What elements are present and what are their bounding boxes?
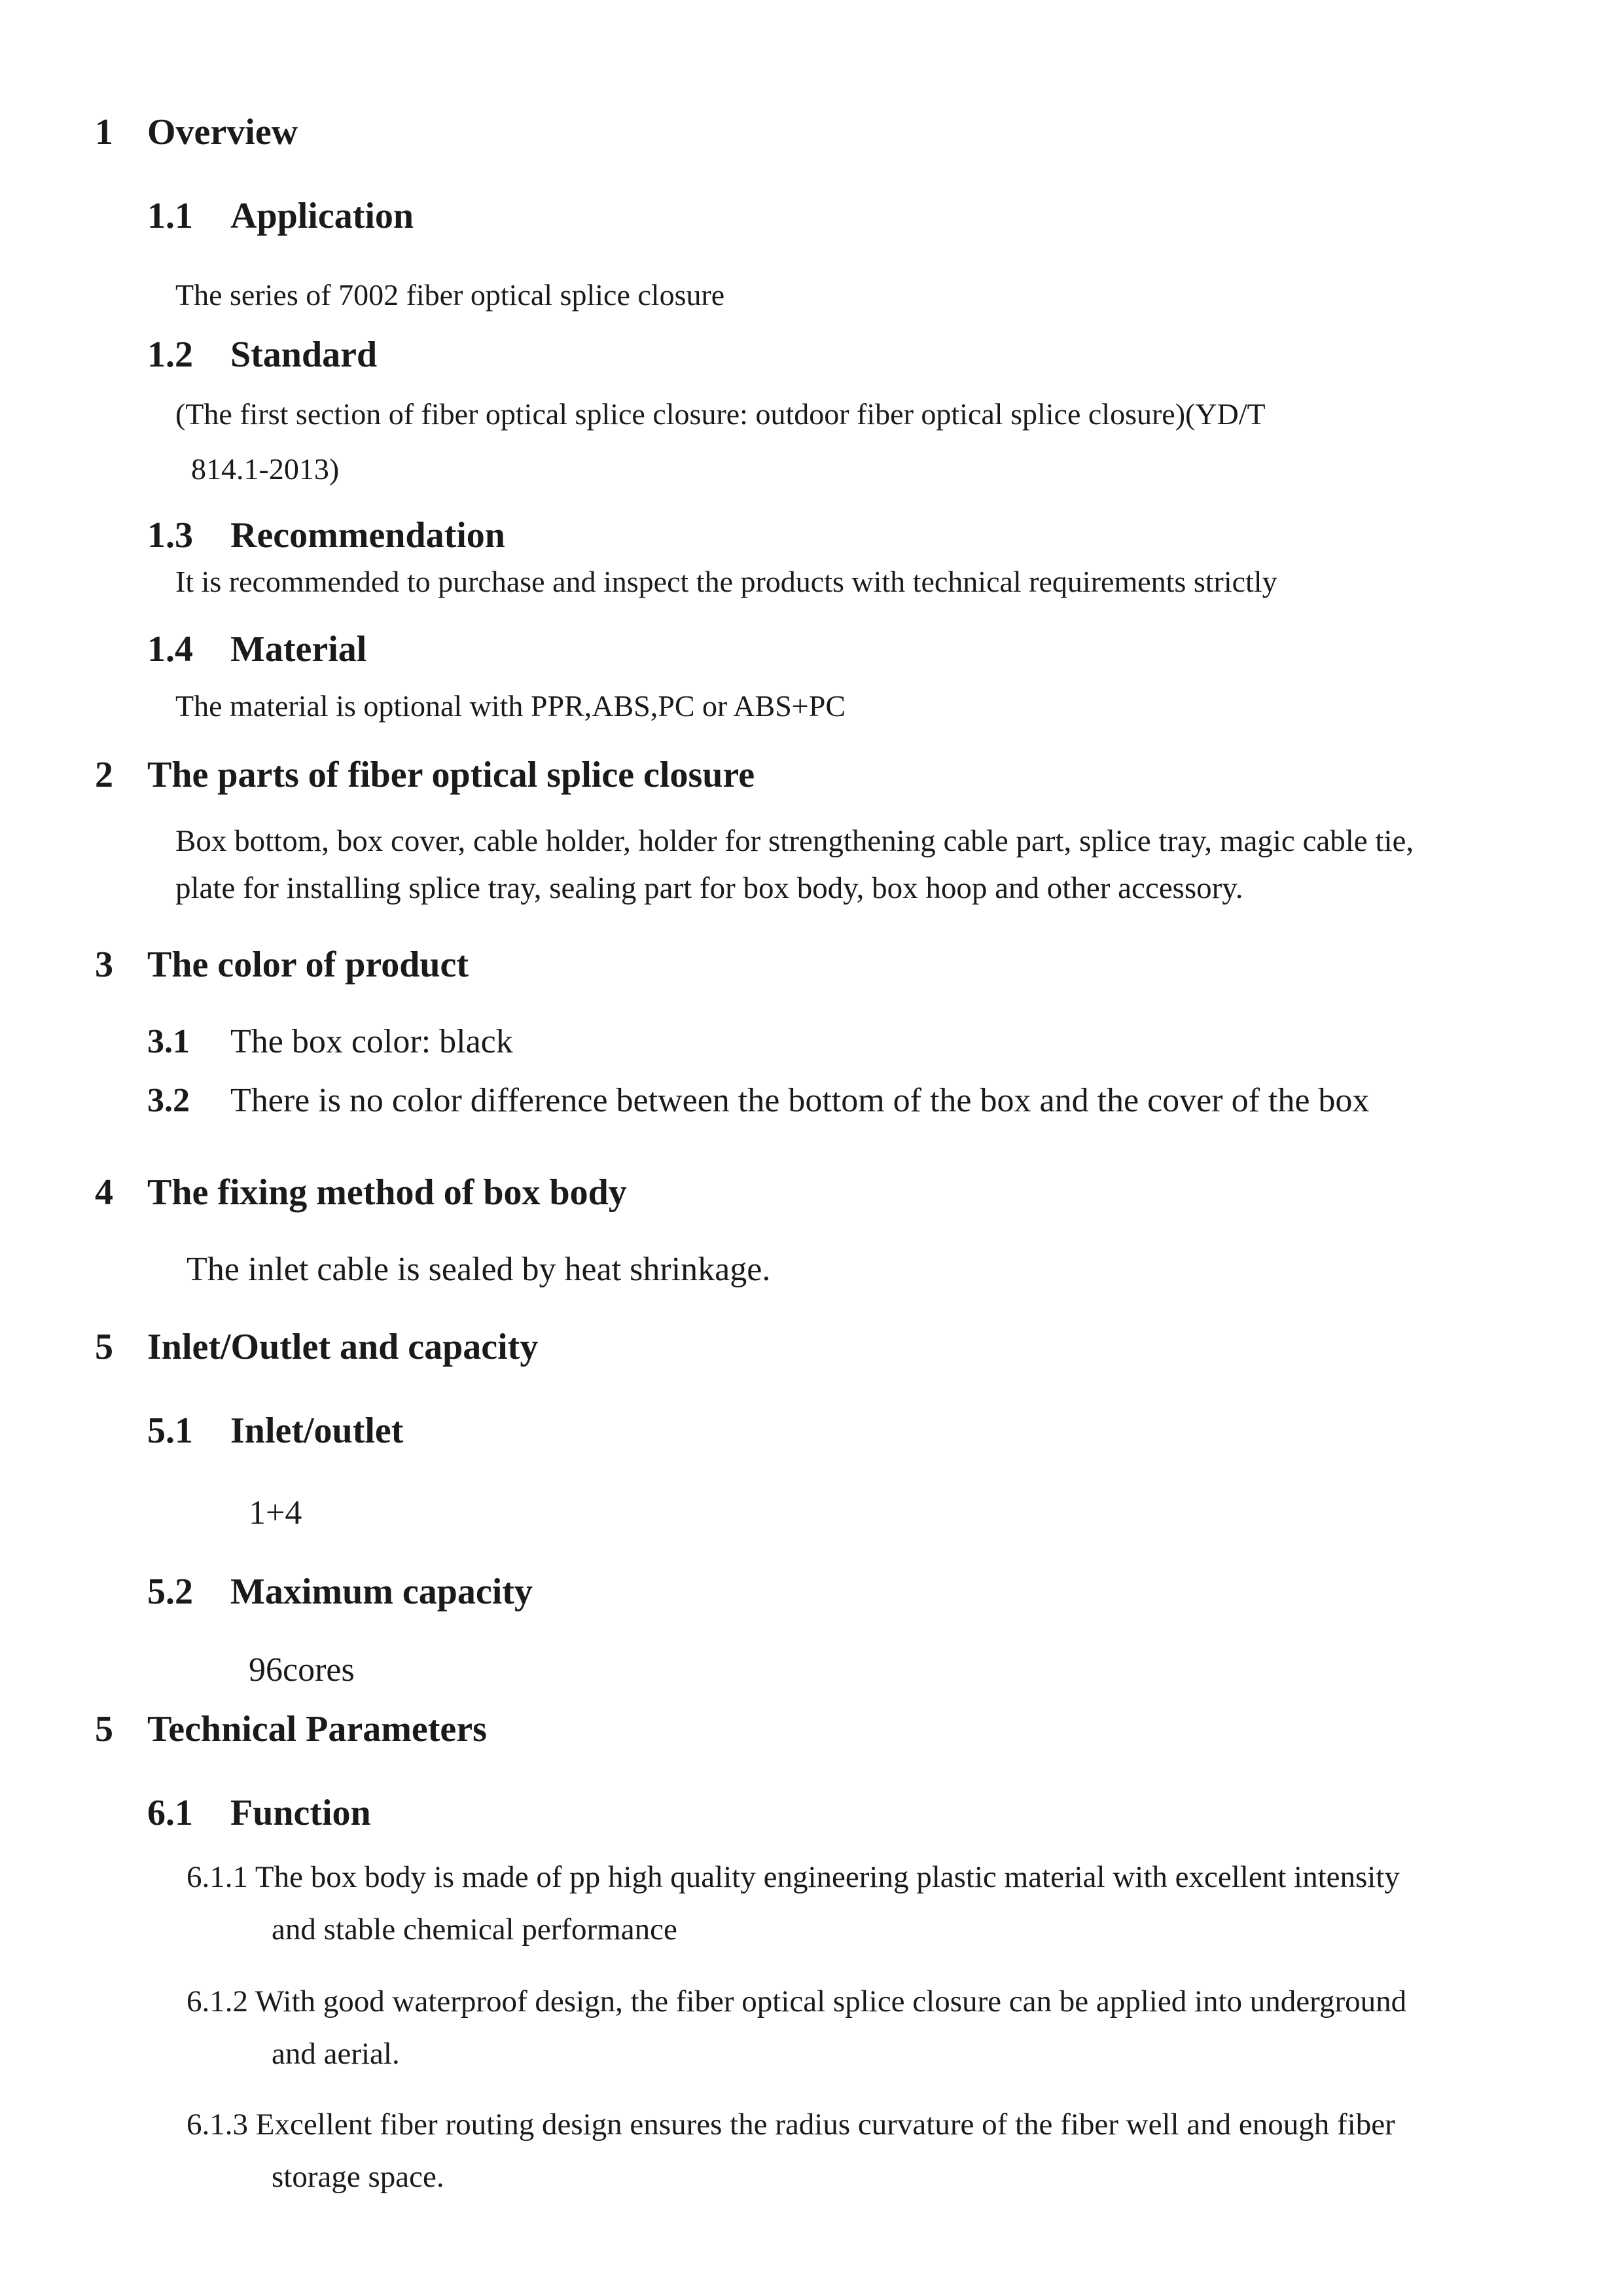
fixing-method-text: The inlet cable is sealed by heat shrinkage.: [187, 1251, 771, 1288]
item-line: and aerial.: [272, 2037, 400, 2071]
section-number: 2: [95, 755, 113, 795]
heading-material: [147, 628, 366, 670]
section-number: 1.2: [147, 334, 193, 375]
item-line: and stable chemical performance: [272, 1912, 677, 1946]
material-text: The material is optional with PPR,ABS,PC or ABS+PC: [175, 689, 846, 723]
item-line: 6.1.1 The box body is made of pp high quality engineering plastic material with excellent intensity: [187, 1860, 1400, 1894]
heading-technical-parameters: [95, 1708, 487, 1750]
heading-application: [147, 195, 414, 237]
heading-overview: [95, 111, 298, 153]
application-text: The series of 7002 fiber optical splice closure: [175, 278, 725, 312]
section-title: The parts of fiber optical splice closure: [147, 755, 755, 795]
recommendation-text: It is recommended to purchase and inspect the products with technical requirements strictly: [175, 565, 1277, 598]
section-title: Inlet/Outlet and capacity: [147, 1327, 539, 1367]
item-text: The box color: black: [230, 1023, 513, 1060]
heading-maximum-capacity: [147, 1571, 533, 1613]
standard-text-line1: (The first section of fiber optical splice closure: outdoor fiber optical splice closure)(YD/T: [175, 397, 1266, 431]
section-number: 6.1: [147, 1793, 193, 1833]
heading-color: [95, 944, 469, 986]
function-item-6-1-3: [187, 2101, 1395, 2200]
function-item-6-1-1: [187, 1854, 1400, 1953]
color-item-1: [147, 1022, 513, 1061]
heading-function: [147, 1792, 371, 1834]
item-number: 3.2: [147, 1082, 190, 1119]
section-number: 5.1: [147, 1410, 193, 1451]
heading-fixing-method: [95, 1172, 627, 1213]
section-number: 5: [95, 1709, 113, 1749]
item-line: 6.1.3 Excellent fiber routing design ensures the radius curvature of the fiber well and enough fiber: [187, 2108, 1395, 2142]
section-number: 5: [95, 1327, 113, 1367]
section-number: 1: [95, 112, 113, 152]
heading-inlet-outlet-capacity: [95, 1326, 538, 1368]
maximum-capacity-value: 96cores: [249, 1651, 355, 1689]
item-line: 6.1.2 With good waterproof design, the fiber optical splice closure can be applied into underground: [187, 1984, 1407, 2018]
section-number: 4: [95, 1172, 113, 1213]
color-item-2: [147, 1081, 1369, 1120]
inlet-outlet-value: 1+4: [249, 1494, 302, 1532]
parts-text-line2: plate for installing splice tray, sealing part for box body, box hoop and other accessory.: [175, 871, 1243, 905]
section-number: 1.4: [147, 629, 193, 670]
heading-parts: [95, 754, 755, 796]
item-text: There is no color difference between the bottom of the box and the cover of the box: [230, 1082, 1370, 1119]
section-title: Technical Parameters: [147, 1709, 487, 1749]
parts-text-line1: Box bottom, box cover, cable holder, holder for strengthening cable part, splice tray, magic cable tie,: [175, 824, 1414, 858]
section-number: 1.1: [147, 196, 193, 236]
standard-text-line2: 814.1-2013): [191, 452, 340, 486]
section-title: Overview: [147, 112, 298, 152]
item-line: storage space.: [272, 2160, 444, 2194]
section-number: 1.3: [147, 515, 193, 556]
section-title: Function: [230, 1793, 371, 1833]
heading-inlet-outlet: [147, 1410, 403, 1452]
heading-standard: [147, 334, 377, 376]
section-title: Recommendation: [230, 515, 505, 556]
section-title: Material: [230, 629, 367, 670]
section-title: Inlet/outlet: [230, 1410, 404, 1451]
section-title: Standard: [230, 334, 378, 375]
section-title: The color of product: [147, 944, 469, 985]
item-number: 3.1: [147, 1023, 190, 1060]
section-number: 5.2: [147, 1571, 193, 1612]
section-title: Application: [230, 196, 414, 236]
section-number: 3: [95, 944, 113, 985]
section-title: The fixing method of box body: [147, 1172, 627, 1213]
function-item-6-1-2: [187, 1978, 1406, 2077]
heading-recommendation: [147, 514, 505, 556]
section-title: Maximum capacity: [230, 1571, 533, 1612]
